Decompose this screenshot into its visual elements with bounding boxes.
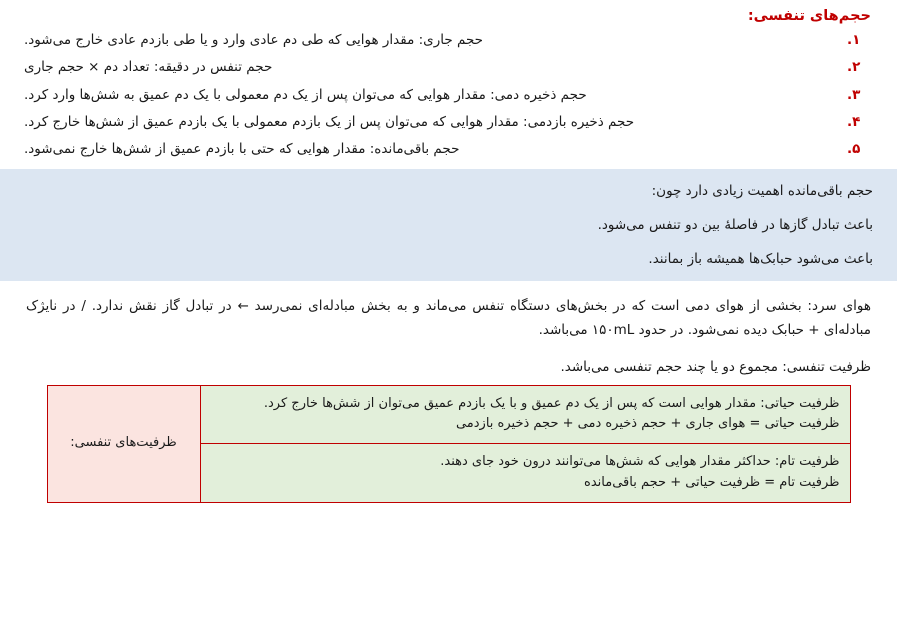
total-capacity-cell — [200, 444, 850, 503]
total-capacity-definition: ظرفیت تام: حداکثر مقدار هوایی که شش‌ها می‌توانند درون خود جای دهند. — [440, 454, 840, 470]
page-bottom-spacer — [24, 503, 873, 507]
paragraph-capacity-intro: ظرفیت تنفسی: مجموع دو یا چند حجم تنفسی می‌باشد. — [560, 358, 871, 375]
vital-capacity-definition: ظرفیت حیاتی: مقدار هوایی است که پس از یک دم عمیق و با یک بازدم عمیق می‌توان از شش‌ها خارج کرد. — [263, 395, 840, 411]
paragraph-dead-air: هوای سرد: بخشی از هوای دمی است که در بخش‌های دستگاه تنفس می‌ماند و به بخش مبادله‌ای نمی‌رسد ← در تبادل گاز نقش ندارد. / در نایژک مبادله‌ای + حبابک دیده نمی‌شود. در حدود ۱۵۰mL می‌باشد. — [26, 298, 871, 338]
highlight-box — [0, 169, 897, 281]
page-title: حجم‌های تنفسی: — [747, 8, 871, 24]
list-item — [24, 57, 873, 77]
list-item — [24, 139, 873, 159]
capacities-table — [47, 385, 851, 503]
highlight-line: باعث تبادل گازها در فاصلۀ بین دو تنفس می‌شود. — [597, 217, 873, 234]
vital-capacity-formula: ظرفیت حیاتی = هوای جاری + حجم ذخیره دمی + حجم ذخیره بازدمی — [455, 416, 840, 432]
list-item-marker: ۵. — [847, 141, 861, 157]
list-item-marker: ۳. — [847, 86, 861, 103]
list-item-marker: ۴. — [847, 113, 861, 130]
list-item-marker: ۱. — [847, 32, 861, 48]
list-item-text: حجم ذخیره بازدمی: مقدار هوایی که می‌توان پس از یک بازدم معمولی با یک بازدم عمیق از شش‌ها خارج کرد. — [24, 113, 635, 130]
list-item-text: حجم جاری: مقدار هوایی که طی دم عادی وارد و یا طی بازدم عادی خارج می‌شود. — [24, 32, 484, 48]
highlight-line: حجم باقی‌مانده اهمیت زیادی دارد چون: — [651, 183, 873, 200]
list-item-text: حجم باقی‌مانده: مقدار هوایی که حتی با بازدم عمیق از شش‌ها خارج نمی‌شود. — [24, 141, 460, 157]
list-item-text: حجم تنفس در دقیقه: تعداد دم × حجم جاری — [24, 59, 273, 76]
table-label-cell: ظرفیت‌های تنفسی: — [47, 385, 200, 502]
list-item-text: حجم ذخیره دمی: مقدار هوایی که می‌توان پس از یک دم معمولی با یک دم عمیق به شش‌ها وارد کرد. — [24, 86, 587, 103]
list-item — [24, 112, 873, 132]
highlight-line: باعث می‌شود حبابک‌ها همیشه باز بمانند. — [648, 251, 873, 268]
list-item-marker: ۲. — [847, 59, 861, 76]
list-item — [24, 30, 873, 50]
vital-capacity-cell — [200, 385, 850, 444]
list-item — [24, 85, 873, 105]
respiratory-volumes-list — [24, 30, 873, 159]
table-row — [47, 385, 850, 444]
total-capacity-formula: ظرفیت تام = ظرفیت حیاتی + حجم باقی‌مانده — [584, 474, 840, 490]
